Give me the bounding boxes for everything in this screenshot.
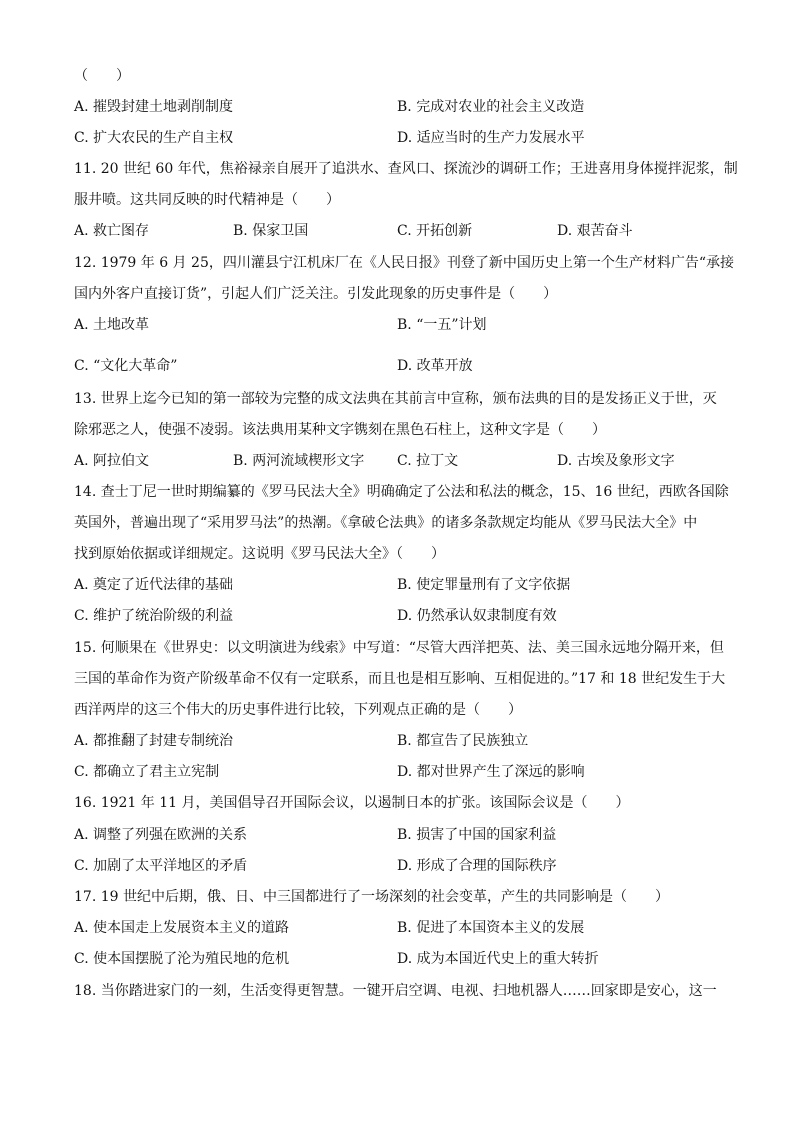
q14-option-c: C. 维护了统治阶级的利益 bbox=[74, 608, 234, 624]
q12-option-c: C. “文化大革命” bbox=[74, 358, 178, 374]
q11-option-a: A. 救亡图存 bbox=[74, 223, 150, 239]
q16-stem-line1: 16. 1921 年 11 月，美国倡导召开国际会议，以遏制日本的扩张。该国际会议是（ ） bbox=[74, 795, 630, 811]
q12-stem-line1: 12. 1979 年 6 月 25，四川灌县宁江机床厂在《人民日报》刊登了新中国历史上第一个生产材料广告“承接 bbox=[74, 255, 735, 271]
q10-option-b: B. 完成对农业的社会主义改造 bbox=[397, 99, 585, 115]
q17-option-c: C. 使本国摆脱了沦为殖民地的危机 bbox=[74, 951, 290, 967]
q15-option-a: A. 都推翻了封建专制统治 bbox=[74, 733, 234, 749]
q13-option-d: D. 古埃及象形文字 bbox=[557, 453, 675, 469]
q11-option-c: C. 开拓创新 bbox=[397, 223, 473, 239]
q11-stem-line2: 服井喷。这共同反映的时代精神是（ ） bbox=[74, 192, 340, 208]
q10-option-a: A. 摧毁封建土地剥削制度 bbox=[74, 99, 234, 115]
q13-stem-line2: 除邪恶之人，使强不凌弱。该法典用某种文字镌刻在黑色石柱上，这种文字是（ ） bbox=[74, 422, 606, 438]
q11-option-d: D. 艰苦奋斗 bbox=[557, 223, 633, 239]
q13-option-c: C. 拉丁文 bbox=[397, 453, 459, 469]
q10-option-c: C. 扩大农民的生产自主权 bbox=[74, 130, 234, 146]
q12-stem-line2: 国内外客户直接订货”，引起人们广泛关注。引发此现象的历史事件是（ ） bbox=[74, 286, 558, 302]
q15-option-d: D. 都对世界产生了深远的影响 bbox=[397, 764, 585, 780]
q13-stem-line1: 13. 世界上迄今已知的第一部较为完整的成文法典在其前言中宣称，颁布法典的目的是发扬正义于世，灭 bbox=[74, 391, 717, 407]
q18-stem-line1: 18. 当你踏进家门的一刻，生活变得更智慧。一键开启空调、电视、扫地机器人……回家即是安心，这一 bbox=[74, 983, 717, 999]
q10-option-d: D. 适应当时的生产力发展水平 bbox=[397, 130, 585, 146]
q14-stem-line1: 14. 查士丁尼一世时期编纂的《罗马民法大全》明确确定了公法和私法的概念，15、16 世纪，西欧各国除 bbox=[74, 484, 729, 500]
q14-option-b: B. 使定罪量刑有了文字依据 bbox=[397, 577, 571, 593]
q16-option-a: A. 调整了列强在欧洲的关系 bbox=[74, 827, 248, 843]
q13-option-b: B. 两河流域楔形文字 bbox=[233, 453, 365, 469]
q15-stem-line2: 三国的革命作为资产阶级革命不仅有一定联系，而且也是相互影响、互相促进的。”17 和 18 世纪发生于大 bbox=[74, 671, 726, 687]
q14-stem-line2: 英国外，普遍出现了“采用罗马法”的热潮。《拿破仑法典》的诸多条款规定均能从《罗马民法大全》中 bbox=[74, 515, 698, 531]
q11-option-b: B. 保家卫国 bbox=[233, 223, 309, 239]
q12-option-d: D. 改革开放 bbox=[397, 358, 473, 374]
q14-option-a: A. 奠定了近代法律的基础 bbox=[74, 577, 234, 593]
q12-option-b: B. “一五”计划 bbox=[397, 317, 487, 333]
q15-stem-line1: 15. 何顺果在《世界史：以文明演进为线索》中写道：“尽管大西洋把英、法、美三国永远地分隔开来，但 bbox=[74, 640, 724, 656]
q17-option-b: B. 促进了本国资本主义的发展 bbox=[397, 920, 585, 936]
q10-stem-tail: （ ） bbox=[74, 68, 130, 84]
q17-stem-line1: 17. 19 世纪中后期，俄、日、中三国都进行了一场深刻的社会变革，产生的共同影响是（ ） bbox=[74, 889, 669, 905]
q14-stem-line3: 找到原始依据或详细规定。这说明《罗马民法大全》（ ） bbox=[74, 546, 445, 562]
q16-option-d: D. 形成了合理的国际秩序 bbox=[397, 858, 557, 874]
q15-stem-line3: 西洋两岸的这三个伟大的历史事件进行比较，下列观点正确的是（ ） bbox=[74, 702, 522, 718]
q16-option-c: C. 加剧了太平洋地区的矛盾 bbox=[74, 858, 248, 874]
q15-option-b: B. 都宣告了民族独立 bbox=[397, 733, 529, 749]
q15-option-c: C. 都确立了君主立宪制 bbox=[74, 764, 220, 780]
q14-option-d: D. 仍然承认奴隶制度有效 bbox=[397, 608, 557, 624]
q16-option-b: B. 损害了中国的国家利益 bbox=[397, 827, 557, 843]
q12-option-a: A. 土地改革 bbox=[74, 317, 150, 333]
q11-stem-line1: 11. 20 世纪 60 年代，焦裕禄亲自展开了追洪水、查风口、探流沙的调研工作；王进喜用身体搅拌泥浆，制 bbox=[74, 161, 738, 177]
q13-option-a: A. 阿拉伯文 bbox=[74, 453, 150, 469]
q17-option-d: D. 成为本国近代史上的重大转折 bbox=[397, 951, 599, 967]
q17-option-a: A. 使本国走上发展资本主义的道路 bbox=[74, 920, 290, 936]
